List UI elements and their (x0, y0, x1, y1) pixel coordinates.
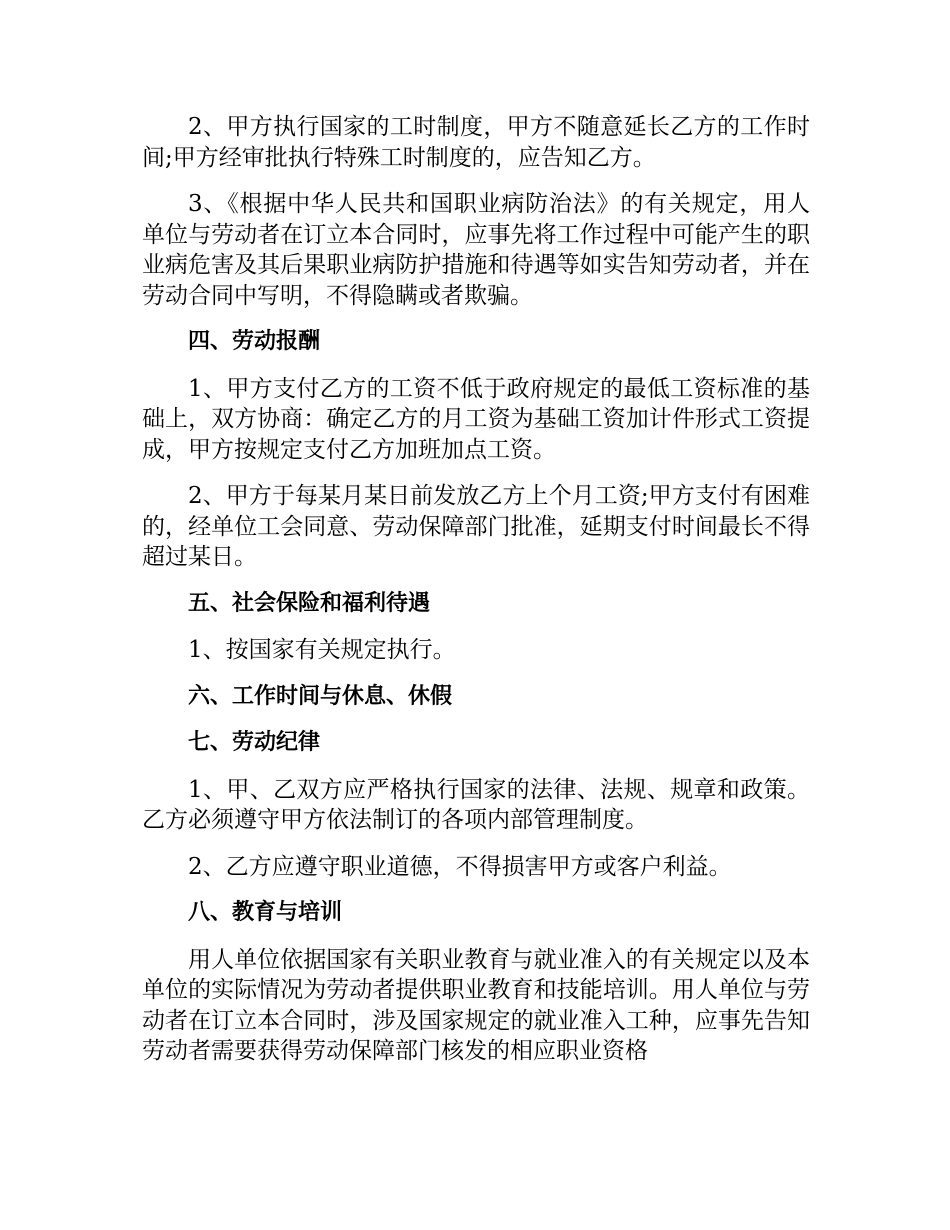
clause-5-1: 1、按国家有关规定执行。 (188, 637, 456, 663)
clause-8-body: 用人单位依据国家有关职业教育与就业准入的有关规定以及本单位的实际情况为劳动者提供职业教育和技能培训。用人单位与劳动者在订立本合同时，涉及国家规定的就业准入工种，应事先告知劳动者需要获得劳动保障部门核发的相应职业资格 (142, 946, 810, 1064)
clause-7-1: 1、甲、乙双方应严格执行国家的法律、法规、规章和政策。乙方必须遵守甲方依法制订的各项内部管理制度。 (142, 776, 810, 833)
section-6-heading: 六、工作时间与休息、休假 (188, 683, 453, 709)
section-5-heading: 五、社会保险和福利待遇 (188, 590, 431, 616)
clause-4-1-wage: 1、甲方支付乙方的工资不低于政府规定的最低工资标准的基础上，双方协商：确定乙方的月工资为基础工资加计件形式工资提成，甲方按规定支付乙方加班加点工资。 (142, 375, 810, 463)
clause-3-2-working-hours: 2、甲方执行国家的工时制度，甲方不随意延长乙方的工作时间;甲方经审批执行特殊工时制度的，应告知乙方。 (142, 114, 810, 171)
section-4-heading: 四、劳动报酬 (188, 329, 321, 354)
section-7-heading: 七、劳动纪律 (188, 730, 321, 755)
clause-7-2: 2、乙方应遵守职业道德，不得损害甲方或客户利益。 (188, 853, 732, 880)
clause-3-3-occupational-disease: 3、《根据中华人民共和国职业病防治法》的有关规定，用人单位与劳动者在订立本合同时，应事先将工作过程中可能产生的职业病危害及其后果职业病防护措施和待遇等如实告知劳动者，并在劳动合同中写明，不得隐瞒或者欺骗。 (142, 191, 810, 309)
section-8-heading: 八、教育与培训 (188, 900, 343, 925)
document-page (142, 112, 810, 1083)
clause-4-2-payday: 2、甲方于每某月某日前发放乙方上个月工资;甲方支付有困难的，经单位工会同意、劳动保障部门批准，延期支付时间最长不得超过某日。 (142, 483, 810, 570)
